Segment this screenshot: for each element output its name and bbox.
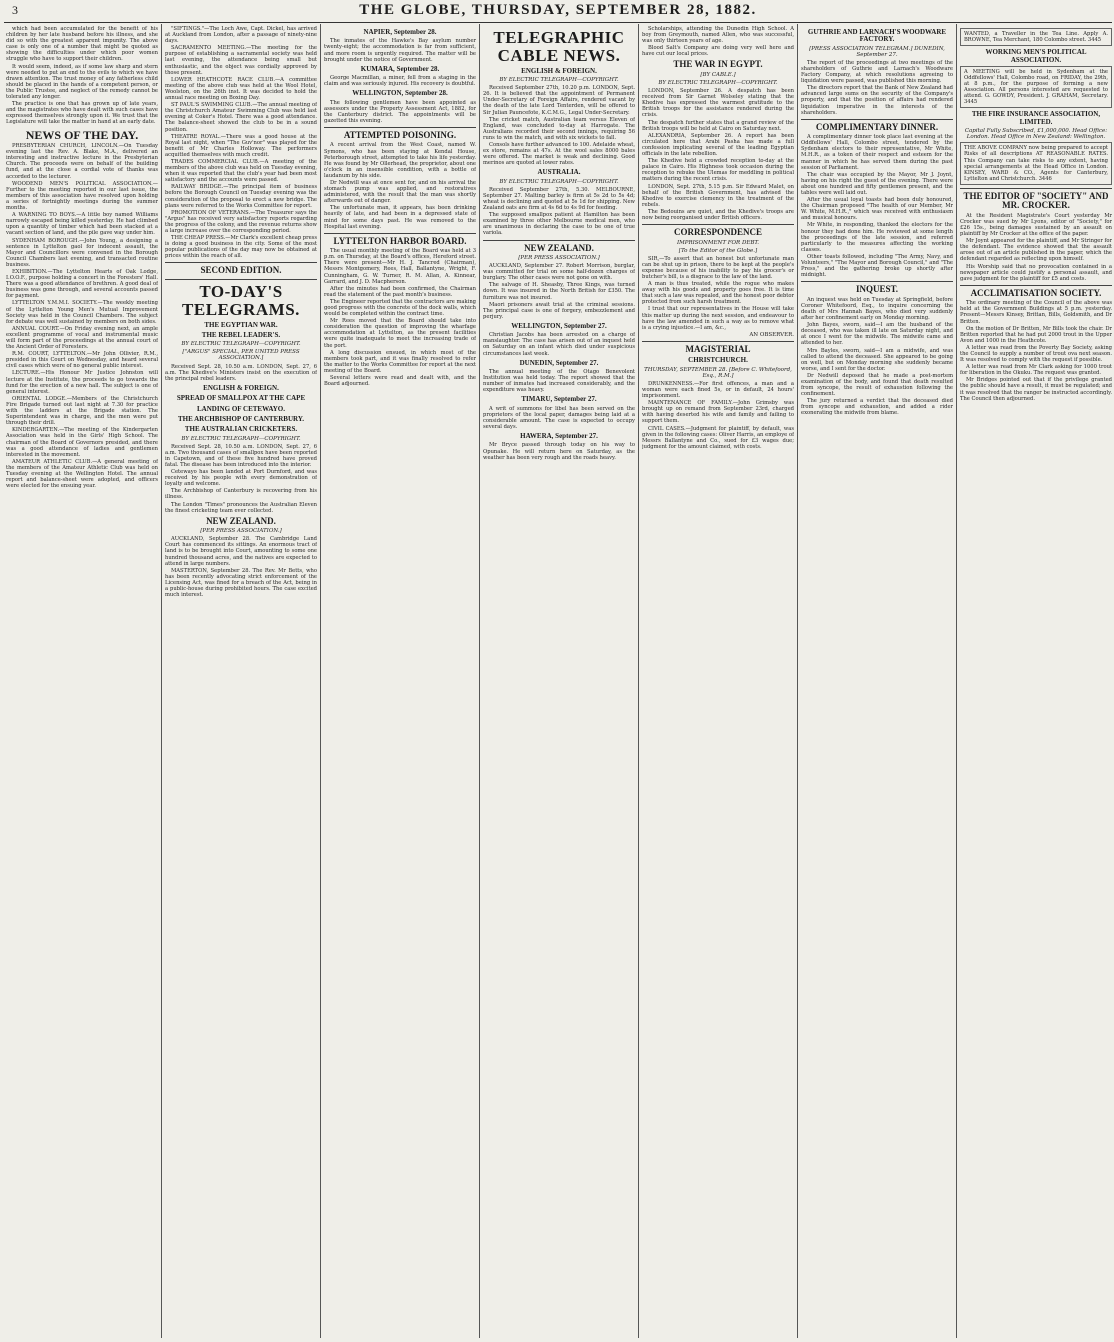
section-divider [165,262,317,263]
article-paragraph: SIR,—To assert that an honest but unfortunate man can be shut up in prison, there to be kept at the people's expense because of his inability to pay his grocer's or butcher's bill, is a disgrace to the law of the land. [642,255,794,280]
headline: SECOND EDITION. [200,265,282,276]
subheading: [PER PRESS ASSOCIATION.] [200,528,282,535]
article-paragraph: Dr Nedwill was at once sent for, and on his arrival the stomach pump was applied, and restoratives administered, with the result that the man was shortly afterwards out of danger. [324,179,476,205]
article-paragraph: Scholarships, attending the Dunedin High School. A boy from Greymouth, named Allen, who was successful, was only thirteen years of age. [642,26,794,45]
article-paragraph: The London "Times" pronounces the Australian Eleven the finest cricketing team ever collected. [165,501,317,514]
article-paragraph: Received September 27th, 5.30. MELBOURNE, September 27. Malting barley is firm at 5s 2d to 5s 4d; wheat is declining and quoted at 5s 1d for shipping. New Zealand oats are firm at 4s 6d to 4s 9d for feeding. [483,186,635,212]
article-paragraph: On the motion of Dr Britten, Mr Bills took the chair. Dr Britten reported that he had put 2000 trout in the Upper Avon and 1000 in the Heathcote. [960,325,1112,344]
headline: MAGISTERIAL [685,343,751,354]
article-paragraph: Received Sept. 28, 10.50 a.m. LONDON, Sept. 27, 6 a.m. The Khedive's Ministers insist on the execution of the principal rebel leaders. [165,363,317,382]
subheading: BY ELECTRIC TELEGRAPH—COPYRIGHT. [181,341,301,348]
headline: COMPLIMENTARY DINNER. [815,121,939,132]
headline: THE EDITOR OF "SOCIETY" AND MR. CROCKER. [963,190,1109,211]
article-paragraph: The salvage of H. Sheasby, Three Kings, was turned down. It was insured in the North British for £350. The furniture was not insured. [483,282,635,301]
signature: AN OBSERVER. [749,331,794,338]
article-paragraph: THE CHEAP PRESS.—Mr Clark's excellent cheap press is doing a good business in the city. Some of the most popular publications of the day may now be obtained at prices within the reach of all. [165,235,317,260]
headline: AUSTRALIA. [537,168,581,177]
article-paragraph: Christian Jacobs has been arrested on a charge of manslaughter. The case has arisen out of an inquest held on Saturday on an infant which died under suspicious circumstances last week. [483,332,635,357]
article-paragraph: Blood Salt's Company are doing very well here and have cut our local prices. [642,45,794,58]
article-paragraph: WOODEND MEN'S POLITICAL ASSOCIATION.—Further to the meeting reported in our last issue, the members of this association have resolved upon holding a series of fortnightly meetings during the summer months. [6,180,158,212]
column-5 [642,26,794,1338]
article-paragraph: I trust that our representatives in the House will take this matter up during the next session, and endeavour to have the law amended in such a way as to remove what is a crying injustice.—I am, &c., [642,306,794,331]
article-paragraph: The Engineer reported that the contractors are making good progress with the concrete of the dock walls, which would be completed within the contract time. [324,298,476,318]
article-paragraph: The practice is one that has grown up of late years, and the magistrates who have dealt with such cases have expressed themselves strongly upon it. We trust that the Legislature will take the matter in hand at an early date. [6,101,158,126]
column-rule [956,24,957,1338]
headline: NEWS OF THE DAY. [25,127,139,142]
article-paragraph: ST PAUL'S SWIMMING CLUB.—The annual meeting of the Christchurch Amateur Swimming Club was held last evening at Coker's Hotel. There was a good attendance. The balance-sheet showed the club to be in a sound position. [165,102,317,133]
article-paragraph: AUCKLAND, September 28. The Cambridge Land Court has commenced its sittings. An enormous tract of land is to be brought into Court, amounting to some one hundred thousand acres, and the natives are expected to attend in large numbers. [165,536,317,567]
article-paragraph: Mrs Bayles, sworn, said—I am a midwife, and was called to attend the deceased. She appeared to be going on well, but on Monday morning she suddenly became worse, and I sent for the doctor. [801,347,953,372]
article-paragraph: Mr White, in responding, thanked the electors for the honour they had done him. He reviewed at some length the proceedings of the late session, and referred particularly to the measures affecting the working classes. [801,222,953,253]
article-paragraph: Cetewayo has been landed at Port Durnford, and was received by his people with every demonstration of loyalty and welcome. [165,469,317,488]
article-paragraph: which had been accumulated for the benefit of his children by her late husband before his illness, and she did so with the greatest apparent impunity. The above case is only one of a number that might be quoted as showing the difficulties under which poor women struggle who have to support their children. [6,26,158,63]
section-divider [642,341,794,342]
column-rule [161,24,162,1338]
headline: GUTHRIE AND LARNACH'S WOODWARE FACTORY. [807,28,947,44]
article-paragraph: The despatch further states that a grand review of the British troops will be held at Cairo on Saturday next. [642,119,794,132]
subheading: Capital Fully Subscribed, £1,000,000. Head Office: London. Head Office in New Zealand: Wellington. [964,128,1108,141]
subheading: IMPRISONMENT FOR DEBT. [676,239,760,246]
article-paragraph: PROMOTION OF VETERANS.—The Treasurer says the "Argus" has received very satisfactory reports regarding the progress of the colony, and the revenue returns show a large increase over the corresponding period. [165,209,317,234]
article-paragraph: A writ of summons for libel has been served on the proprietors of the local paper, damages being laid at a considerable amount. The case is expected to occupy several days. [483,405,635,430]
article-paragraph: CIVIL CASES.—Judgment for plaintiff, by default, was given in the following cases: Oliver Harris, an employe of Messrs Ballantyne and Co., sued for £3 wages due; judgment for the amount claimed, with costs. [642,425,794,450]
section-divider [324,233,476,234]
article-paragraph: It would seem, indeed, as if some law sharp and stern were needed to put an end to the evils to which we have drawn attention. The trust money of any fatherless child should be placed in the hands of a competent person, or the Public Trustee, and neglect of the remedy cannot be tolerated any longer. [6,63,158,101]
article-paragraph: ALEXANDRIA, September 26. A report has been circulated here that Arabi Pasha has made a full confession implicating several of the leading Egyptian officials in the late rebellion. [642,132,794,158]
subheading: [To the Editor of the Globe.] [678,247,758,254]
headline: TIMARU, September 27. [521,395,597,404]
article-paragraph: A recent arrival from the West Coast, named W. Symons, who has been staying at Kendal House, Peterborough street, attempted to take his life yesterday. He was found by Mr Ollerhead, the proprietor, about one o'clock in an insensible condition, with a bottle of laudanum by his side. [324,142,476,179]
article-paragraph: MAINTENANCE OF FAMILY.—John Grimsby was brought up on remand from September 23rd, charged with having deserted his wife and family and failing to support them. [642,400,794,425]
article-paragraph: The supposed smallpox patient at Hamilton has been examined by three other Melbourne medical men, who are unanimous in declaring the case to be one of true variola. [483,212,635,237]
newspaper-page [4,0,1112,1342]
headline: THE WAR IN EGYPT. [673,59,763,70]
article-paragraph: R.M. COURT, LYTTELTON.—Mr John Ollivier, R.M., presided in this Court on Wednesday, and heard several civil cases which were of no general public interest. [6,351,158,370]
article-paragraph: LONDON, Sept. 27th, 5.15 p.m. Sir Edward Malet, on behalf of the British Government, has advised the Khedive to exercise clemency in the treatment of the rebels. [642,183,794,208]
headline: INQUEST. [855,284,899,295]
section-divider [960,188,1112,189]
article-paragraph: The inmates of the Hawke's Bay asylum number twenty-eight; the accommodation is far from sufficient, and more room is urgently required. The matter will be brought under the notice of Government. [324,38,476,63]
section-divider [483,240,635,241]
headline: LYTTELTON HARBOR BOARD. [333,235,467,246]
article-paragraph: The unfortunate man, it appears, has been drinking heavily of late, and had been in a depressed state of mind for some days past. He was removed to the Hospital last evening. [324,205,476,230]
article-paragraph: Dr Nedwill deposed that he made a post-mortem examination of the body, and found that death resulted from syncope, the result of exhaustion following the confinement. [801,372,953,398]
article-paragraph: A man is thus treated, while the rogue who makes away with his goods and property goes free. It is time that such a law was repealed, and the honest poor debtor protected from such harsh treatment. [642,281,794,306]
article-paragraph: The cricket match, Australian team versus Eleven of England, was concluded to-day at Harrogate. The Australians recorded their second innings, requiring 56 runs to win the match, and with six wickets to fall. [483,116,635,141]
article-paragraph: PRESBYTERIAN CHURCH, LINCOLN.—On Tuesday evening last the Rev. A. Blake, M.A., delivered an interesting and instructive lecture in the Presbyterian Church. The proceeds were on behalf of the building fund, and at the close a cordial vote of thanks was accorded to the lecturer. [6,143,158,180]
article-paragraph: LYTTELTON Y.M.M.I. SOCIETY.—The weekly meeting of the Lyttelton Young Men's Mutual Improvement Society was held in the Council Chambers. The subject for debate was well sustained by members on both sides. [6,300,158,325]
article-paragraph: The annual meeting of the Otago Benevolent Institution was held today. The report showed that the number of inmates had increased considerably, and the expenditure was heavy. [483,368,635,394]
article-paragraph: Maori prisoners await trial at the criminal sessions. The principal case is one of forgery, embezzlement and perjury. [483,301,635,320]
advertisement: WANTED, a Traveller in the Tea Line. Apply A. BROWNE, Tea Merchant, 180 Colombo street. 3445 [960,28,1112,46]
headline: CORRESPONDENCE [673,227,762,238]
article-paragraph: RAILWAY BRIDGE.—The principal item of business before the Borough Council on Tuesday evening was the consideration of the proposal to erect a new bridge. The plans were referred to the Works Committee for report. [165,184,317,209]
column-4 [483,26,635,1338]
headline: WELLINGTON, September 27. [511,321,607,330]
article-paragraph: LONDON, September 26. A despatch has been received from Sir Garnet Wolseley stating that the Khedive has expressed the warmest gratitude to the British troops for the assistance rendered during the crisis. [642,88,794,119]
headline: TO-DAY'S TELEGRAMS. [182,281,300,319]
headline: WORKING MEN'S POLITICAL ASSOCIATION. [985,48,1087,64]
article-paragraph: EXHIBITION.—The Lyttelton Hearts of Oak Lodge, I.O.O.F., purpose holding a concert in the Foresters' Hall. There was a good attendance of brethren. A good deal of business was gone through, and several accounts passed for payment. [6,268,158,300]
headline: THE FIRE INSURANCE ASSOCIATION, LIMITED. [971,110,1101,126]
headline: ATTEMPTED POISONING. [343,129,457,140]
section-divider [642,224,794,225]
article-paragraph: MASTERTON, September 28. The Rev. Mr Betts, who has been recently advocating strict enforcement of the Licensing Act, was fined for a breach of the Act, being in a public-house during prohibited hours. The case excited much interest. [165,567,317,599]
column-rule [479,24,480,1338]
article-paragraph: Mr Bryce passed through today on his way to Opunake. He will return here on Saturday, as the weather has been very rough and the roads heavy. [483,442,635,461]
headline: LANDING OF CETEWAYO. [197,404,285,413]
subheading: [PRESS ASSOCIATION TELEGRAM.] DUNEDIN, September 27. [809,45,945,58]
subheading: BY ELECTRIC TELEGRAPH—COPYRIGHT. [499,77,619,84]
headline: ENGLISH & FOREIGN. [521,66,597,75]
article-paragraph: The Archbishop of Canterbury is recovering from his illness. [165,488,317,501]
column-2 [165,26,317,1338]
article-paragraph: A long discussion ensued, in which most of the members took part, and it was finally resolved to refer the matter to the Works Committee for report at the next meeting of the Board. [324,349,476,374]
article-paragraph: Mr Joynt appeared for the plaintiff, and Mr Stringer for the defendant. The evidence showed that the assault arose out of an article published in the paper, which the defendant regarded as reflecting upon himself. [960,238,1112,263]
article-paragraph: Other toasts followed, including "The Army, Navy, and Volunteers," "The Mayor and Borough Council," and "The Press," and the gathering broke up shortly after midnight. [801,253,953,279]
section-divider [960,285,1112,286]
article-paragraph: Received September 27th, 10.20 p.m. LONDON, Sept. 26. It is believed that the appointment of Permanent Under-Secretary of Foreign Affairs, rendered vacant by the death of the late Lord Tenterden, will be offered to Sir Julian Pauncefote, K.C.M.G., Legal Under-Secretary. [483,85,635,116]
column-rule [320,24,321,1338]
masthead-title: THE GLOBE, THURSDAY, SEPTEMBER 28, 1882. [359,2,757,18]
article-paragraph: The Khedive held a crowded reception to-day at the palace in Cairo. His Highness took occasion during the reception to rebuke the Ulemas for meddling in political matters during the recent crisis. [642,158,794,183]
subheading: BY ELECTRIC TELEGRAPH—COPYRIGHT. [499,178,619,185]
article-paragraph: "SIFTINGS."—The Loch Awe, Capt. Dickel, has arrived at Auckland from London, after a passage of ninety-nine days. [165,26,317,45]
article-paragraph: TRADES COMMERCIAL CLUB.—A meeting of the members of the above club was held on Tuesday evening, when it was reported that the club's year had been most satisfactory and the accounts were passed. [165,158,317,184]
article-paragraph: LECTURE.—His Honour Mr Justice Johnston will lecture at the Institute, the proceeds to go towards the fund for the erection of a new hall. The subject is one of general interest. [6,370,158,395]
article-paragraph: The ordinary meeting of the Council of the above was held at the Government Buildings at 5 p.m. yesterday. Present—Messrs Kinsey, Brittan, Bills, Goldsmith, and Dr Britten. [960,300,1112,325]
article-paragraph: The jury returned a verdict that the deceased died from syncope and exhaustion, and added a rider exonerating the midwife from blame. [801,398,953,417]
article-paragraph: Consols have further advanced to 100. Adelaide wheat, ex store, remains at 47s. At the wool sales 8000 bales were offered. The market is weak and declining. Good merinos are quoted at lower rates. [483,141,635,167]
article-paragraph: AUCKLAND, September 27. Robert Morrison, burglar, was committed for trial on some half-dozen charges of burglary. The other cases were not gone on with. [483,263,635,282]
article-paragraph: KINDERGARTEN.—The meeting of the Kindergarten Association was held in the Girls' High School. The chairman of the Board of Governors presided, and there was a good attendance of ladies and gentlemen interested in the movement. [6,427,158,458]
article-paragraph: A letter was read from Mr Clark asking for 1000 trout for liberation in the Okuku. The request was granted. [960,364,1112,377]
article-paragraph: SYDENHAM BOROUGH.—John Young, a designing a sentence in Lyttelton gaol for indecent assault, the Mayor and Councillors were convened in the Borough Council Chambers last evening, and transacted routine business. [6,237,158,268]
article-paragraph: DRUNKENNESS.—For first offences, a man and a woman were each fined 5s, or in default, 24 hours' imprisonment. [642,380,794,400]
article-paragraph: After the minutes had been confirmed, the Chairman read the statement of the past month's business. [324,285,476,298]
article-paragraph: A WARNING TO BOYS.—A little boy named Williams narrowly escaped being killed yesterday. He had climbed upon a quantity of timber which had been stacked at a vacant section of land, and the pile gave way under him. [6,212,158,237]
headline: CHRISTCHURCH. [688,356,748,365]
article-paragraph: George Macmillan, a miner, fell from a staging in the claim and was seriously injured. His recovery is doubtful. [324,75,476,88]
article-paragraph: Mr Bridges pointed out that if the privilege granted the public should have a result, it must be regulated; and it was resolved that the ranger be instructed accordingly. The Council then adjourned. [960,377,1112,402]
article-paragraph: At the Resident Magistrate's Court yesterday Mr Crocker was sued by Mr Lyons, editor of "Society," for £26 15s., being damages sustained by an assault on plaintiff by Mr Crocker at the office of the paper. [960,212,1112,238]
article-paragraph: Received Sept. 28, 10.50 a.m. LONDON, Sept. 27, 6 a.m. Two thousand cases of smallpox have been reported in Capetown, and of these five hundred have proved fatal. The disease has been introduced into the interior. [165,443,317,468]
article-paragraph: Mr Rees moved that the Board should take into consideration the question of improving the wharfage accommodation at Lyttelton, as the present facilities were quite inadequate to meet the increasing trade of the port. [324,318,476,349]
subheading: THURSDAY, SEPTEMBER 28. [Before C. Whitefoord, Esq., R.M.] [644,366,792,379]
headline: ACCLIMATISATION SOCIETY. [970,287,1102,298]
page-number: 3 [12,3,20,17]
article-paragraph: The Bedouins are quiet, and the Khedive's troops are now being reorganised under British officers. [642,208,794,221]
headline: THE ARCHBISHOP OF CANTERBURY. [177,414,305,423]
section-divider [165,279,317,280]
column-3 [324,26,476,1338]
article-paragraph: A letter was read from the Poverty Bay Society, asking the Council to supply a number of trout ova next season. It was resolved to comply with the request if possible. [960,344,1112,364]
subheading: BY ELECTRIC TELEGRAPH—COPYRIGHT. [658,80,778,86]
article-paragraph: THEATRE ROYAL.—There was a good house at the Royal last night, when "The Guv'nor" was played for the benefit of Mr Charles Holloway. The performers acquitted themselves with much credit. [165,133,317,158]
article-paragraph: A complimentary dinner took place last evening at the Oddfellows' Hall, Colombo street, tendered by the Sydenham electors to their representative, Mr White, M.H.R., as a token of their respect and esteem for the manner in which he has served them during the past session of Parliament. [801,134,953,171]
headline: KUMARA, September 28. [360,64,440,73]
article-paragraph: The following gentlemen have been appointed as assessors under the Property Assessment Act, 1882, for the Canterbury district. The appointments will be gazetted this evening. [324,99,476,124]
masthead [4,0,1112,23]
subheading: [PER PRESS ASSOCIATION.] [518,254,600,261]
column-1 [6,26,158,1338]
article-paragraph: The report of the proceedings at two meetings of the shareholders of Guthrie and Larnach's Woodware Factory Company, at which resolutions agreeing to liquidation were passed, was published this morning. [801,59,953,85]
article-paragraph: ANNUAL COURT.—On Friday evening next, an ample excellent programme of vocal and instrumental music will form part of the proceedings at the annual court of the Ancient Order of Foresters. [6,325,158,351]
section-divider [801,119,953,120]
headline: THE REBEL LEADER'S. [201,330,281,339]
subheading: ["ARGUS" SPECIAL, PER UNITED PRESS ASSOCIATION.] [182,349,300,362]
article-paragraph: The chair was occupied by the Mayor, Mr J. Joynt, having on his right the guest of the evening. There were about one hundred and fifty gentlemen present, and the tables were well laid out. [801,171,953,196]
article-paragraph: An inquest was held on Tuesday at Springfield, before Coroner Whitefoord, Esq., to inquire concerning the death of Mrs Hannah Bayes, who died very suddenly after her confinement early on Monday morning. [801,296,953,322]
subheading: BY ELECTRIC TELEGRAPH—COPYRIGHT. [181,435,301,442]
headline: TELEGRAPHIC CABLE NEWS. [493,28,625,65]
article-paragraph: LOWER HEATHCOTE RACE CLUB.—A committee meeting of the above club was held at the Wool Hotel, Woolston, on the 26th inst. It was decided to hold the annual race meeting on Boxing Day. [165,76,317,102]
column-7 [960,26,1112,1338]
column-rule [638,24,639,1338]
article-paragraph: The directors report that the Bank of New Zealand had advanced large sums on the security of the Company's property, and that the position of affairs had rendered liquidation imperative in the interests of the shareholders. [801,85,953,116]
headline: THE AUSTRALIAN CRICKETERS. [184,425,298,434]
headline: NAPIER, September 28. [363,28,437,36]
headline: NEW ZEALAND. [206,515,276,526]
column-rule [797,24,798,1338]
section-divider [801,281,953,282]
advertisement: A MEETING will be held in Sydenham at the Oddfellows' Hall, Colombo road, on FRIDAY, the 29th, at 8 p.m., for the purpose of forming a new Association. All persons interested are requested to attend. G. GOWDY, President. J. GRAHAM, Secretary. 3445 [960,66,1112,109]
headline: SPREAD OF SMALLPOX AT THE CAPE [176,394,306,403]
article-paragraph: ORIENTAL LODGE.—Members of the Christchurch Fire Brigade turned out last night at 7.30 for practice with the ladders at the Brigade station. The Superintendent was in charge, and the men were put through their drill. [6,395,158,427]
headline: THE EGYPTIAN WAR. [204,320,278,329]
article-paragraph: John Bayes, sworn, said—I am the husband of the deceased, who was taken ill late on Saturday night, and at once I went for the midwife. The midwife came and attended to her. [801,322,953,347]
headline: NEW ZEALAND. [524,242,594,253]
headline: DUNEDIN, September 27. [519,358,599,367]
article-paragraph: SACRAMENTO MEETING.—The meeting for the purpose of establishing a sacramental society was held last evening, the attendance being small but enthusiastic, and the object was cordially approved by those present. [165,45,317,76]
subheading: [BY CABLE.] [700,71,736,78]
article-paragraph: His Worship said that no provocation contained in a newspaper article could justify a personal assault, and gave judgment for the plaintiff for £5 and costs. [960,263,1112,282]
column-6 [801,26,953,1338]
advertisement: THE ABOVE COMPANY now being prepared to accept Risks of all descriptions AT REASONABLE RATES. This Company can take risks to any extent, having special arrangements at the Head Office in London. KINSEY, WARD & CO., Agents for Canterbury, Lyttelton and Christchurch. 3446 [960,142,1112,185]
article-paragraph: Several letters were read and dealt with, and the Board adjourned. [324,375,476,388]
headline: ENGLISH & FOREIGN. [203,383,279,392]
headline: HAWERA, September 27. [520,432,598,441]
article-paragraph: After the usual loyal toasts had been duly honoured, the Chairman proposed "The health of our Member, Mr W. White, M.H.R.," which was received with enthusiasm and musical honours. [801,197,953,222]
article-paragraph: The usual monthly meeting of the Board was held at 3 p.m. on Thursday, at the Board's offices, Hereford street. There were present—Mr H. J. Tancred (Chairman), Messrs Montgomery, Rees, Hall, Ballantyne, Wright, F. Cunningham, G. W. Turner, R. M. Allan, A. Kinnear, Garrard, and J. D. Macpherson. [324,248,476,285]
section-divider [324,127,476,128]
headline: WELLINGTON, September 28. [352,89,448,98]
article-paragraph: AMATEUR ATHLETIC CLUB.—A general meeting of the members of the Amateur Athletic Club was held on Tuesday evening at the Wellington Hotel. The annual report and balance-sheet were adopted, and officers were elected for the ensuing year. [6,458,158,490]
